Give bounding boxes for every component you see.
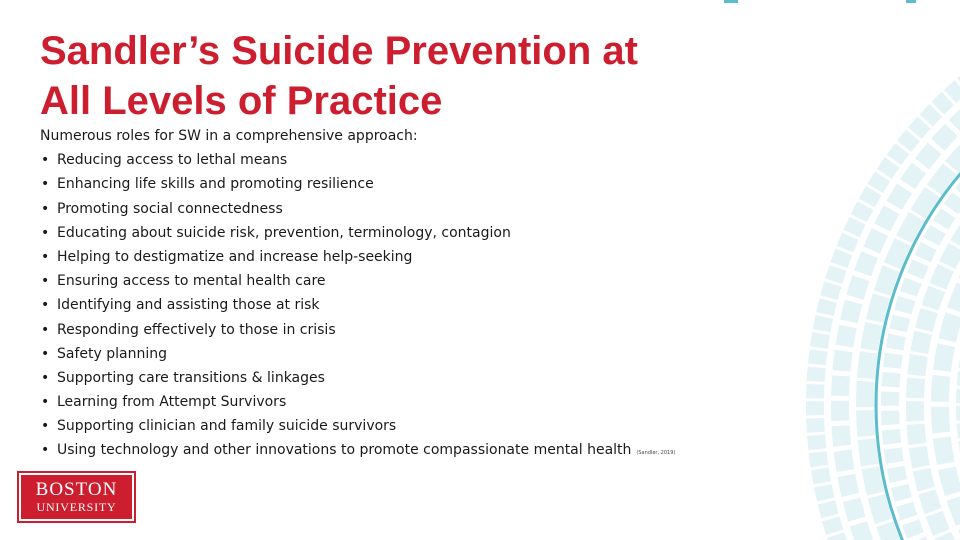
bullet-dot-icon: •: [41, 321, 50, 338]
logo-line-university: UNIVERSITY: [36, 500, 117, 514]
bullet-text: Responding effectively to those in crisis: [57, 321, 336, 338]
bullet-text: Learning from Attempt Survivors: [57, 394, 287, 411]
bullet-item: [40, 221, 740, 245]
bullet-text: Safety planning: [57, 345, 167, 362]
bullet-dot-icon: •: [41, 176, 50, 193]
bullet-item: [40, 318, 740, 342]
logo-line-boston: BOSTON: [35, 479, 118, 500]
bullet-dot-icon: •: [41, 418, 50, 435]
bullet-dot-icon: •: [41, 273, 50, 290]
bullet-dot-icon: •: [41, 248, 50, 265]
bullet-item: [40, 245, 740, 269]
bullet-item: [40, 414, 740, 438]
bullet-dot-icon: •: [41, 152, 50, 169]
slide-title-line: All Levels of Practice: [40, 79, 443, 123]
bullet-dot-icon: •: [41, 345, 50, 362]
bullet-list: [40, 148, 740, 462]
bullet-text: Supporting clinician and family suicide survivors: [57, 418, 397, 435]
bullet-dot-icon: •: [41, 394, 50, 411]
bullet-item: [40, 197, 740, 221]
bullet-text: Helping to destigmatize and increase help-seeking: [57, 248, 413, 265]
bullet-item: [40, 438, 740, 462]
bullet-item: [40, 390, 740, 414]
accent-bar-top: [724, 0, 738, 3]
bullet-text: Reducing access to lethal means: [57, 152, 288, 169]
bullet-item: [40, 172, 740, 196]
bullet-dot-icon: •: [41, 224, 50, 241]
bullet-text: Educating about suicide risk, prevention, terminology, contagion: [57, 224, 511, 241]
citation: (Sandler, 2019): [636, 450, 676, 457]
intro-text: Numerous roles for SW in a comprehensive approach:: [40, 128, 418, 144]
bullet-text: Enhancing life skills and promoting resilience: [57, 176, 374, 193]
bullet-item: [40, 269, 740, 293]
accent-bar-top: [906, 0, 916, 3]
bullet-item: [40, 342, 740, 366]
bullet-dot-icon: •: [41, 442, 50, 459]
bullet-text: Identifying and assisting those at risk: [57, 297, 320, 314]
bullet-dot-icon: •: [41, 369, 50, 386]
logo-badge: [21, 475, 132, 519]
boston-university-logo: [17, 471, 136, 523]
slide-title: [40, 26, 760, 126]
bullet-dot-icon: •: [41, 297, 50, 314]
bullet-dot-icon: •: [41, 200, 50, 217]
bullet-text: Supporting care transitions & linkages: [57, 369, 325, 386]
bullet-item: [40, 148, 740, 172]
bullet-text: Ensuring access to mental health care: [57, 273, 326, 290]
slide-title-line: Sandler’s Suicide Prevention at: [40, 29, 638, 73]
slide-body: [40, 124, 740, 463]
bullet-text: Promoting social connectedness: [57, 200, 283, 217]
bullet-item: [40, 366, 740, 390]
bullet-item: [40, 293, 740, 317]
bullet-text: Using technology and other innovations to promote compassionate mental health: [57, 442, 632, 459]
